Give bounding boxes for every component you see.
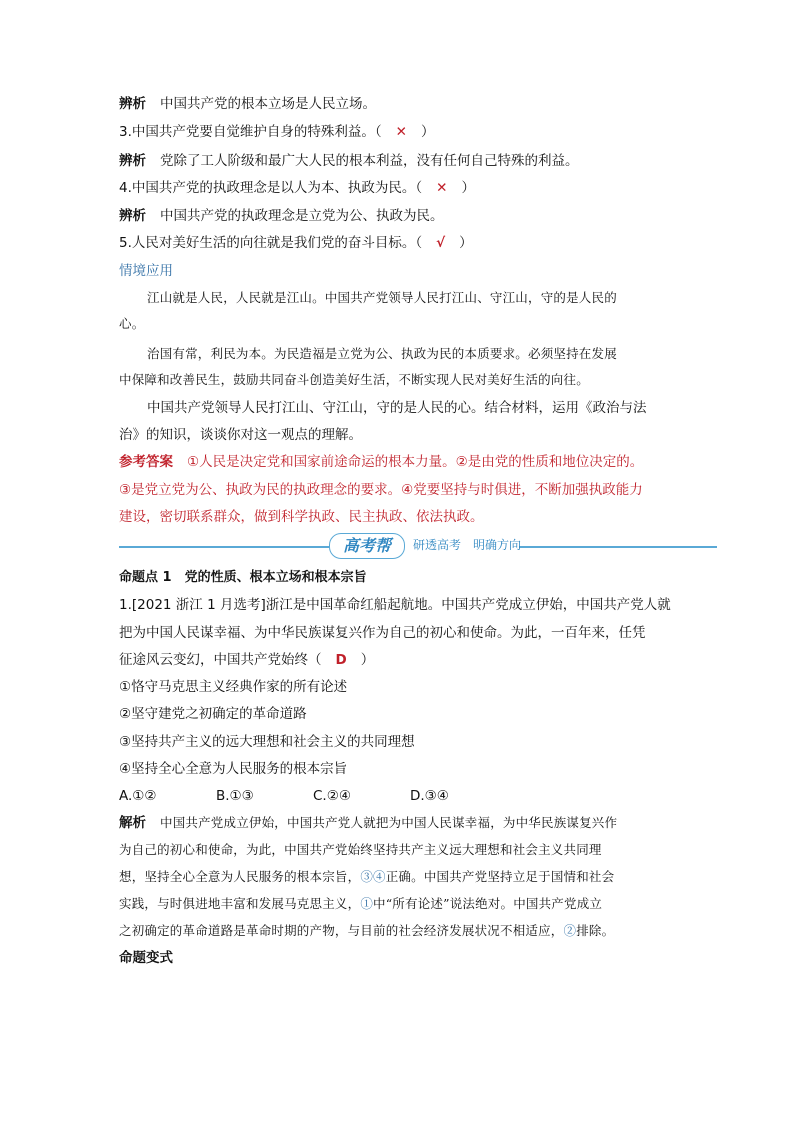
statement-3: ③坚持共产主义的远大理想和社会主义的共同理想	[119, 734, 415, 750]
paren-close: ）	[360, 652, 375, 668]
analysis-line-1	[119, 94, 376, 114]
banner-subtitle: 研透高考 明确方向	[413, 538, 522, 552]
explanation-line: 为自己的初心和使命，为此，中国共产党始终坚持共产主义远大理想和社会主义共同理	[119, 842, 602, 857]
judgment-item-3	[119, 122, 434, 142]
judgment-text: 3.中国共产党要自觉维护自身的特殊利益。（	[119, 124, 382, 140]
judgment-item-5	[119, 233, 473, 253]
answer-letter: D	[335, 652, 347, 668]
reference-answer-line	[119, 452, 643, 472]
analysis-label: 辨析	[119, 96, 146, 112]
explanation-highlight: ①	[360, 896, 374, 911]
analysis-label: 辨析	[119, 208, 146, 224]
options-row	[119, 786, 449, 806]
material-line: 心。	[119, 316, 145, 331]
explanation-highlight: ②	[563, 923, 577, 938]
exam-question-line	[119, 650, 374, 670]
paren-close: ）	[459, 235, 473, 251]
analysis-line-3	[119, 206, 444, 226]
analysis-text: 中国共产党的根本立场是人民立场。	[160, 96, 376, 112]
banner-line-right	[519, 546, 717, 548]
banner-tag: 高考帮	[329, 533, 405, 559]
option-d: D.③④	[410, 788, 449, 804]
reference-answer-line: 建设，密切联系群众，做到科学执政、民主执政、依法执政。	[119, 509, 484, 525]
paren-close: ）	[461, 180, 475, 196]
cross-mark-icon: ✕	[395, 124, 407, 140]
statement-4: ④坚持全心全意为人民服务的根本宗旨	[119, 761, 348, 777]
question-line: 中国共产党领导人民打江山、守江山，守的是人民的心。结合材料，运用《政治与法	[147, 400, 647, 416]
question-text: 征途风云变幻，中国共产党始终（	[119, 652, 322, 668]
variant-heading: 命题变式	[119, 950, 173, 966]
section-title-text: 情境应用	[119, 263, 173, 279]
explanation-line	[119, 921, 614, 941]
material-line: 中保障和改善民生，鼓励共同奋斗创造美好生活，不断实现人民对美好生活的向往。	[119, 372, 589, 387]
explanation-text: 中国共产党成立伊始，中国共产党人就把为中国人民谋幸福，为中华民族谋复兴作	[160, 815, 618, 830]
explanation-text: 中“所有论述”说法绝对。中国共产党成立	[373, 896, 603, 911]
judgment-text: 4.中国共产党的执政理念是以人为本、执政为民。（	[119, 180, 423, 196]
explanation-text: 正确。中国共产党坚持立足于国情和社会	[385, 869, 615, 884]
option-c: C.②④	[313, 788, 351, 804]
analysis-line-2	[119, 151, 579, 171]
cross-mark-icon: ✕	[436, 180, 448, 196]
statement-2: ②坚守建党之初确定的革命道路	[119, 706, 307, 722]
judgment-text: 5.人民对美好生活的向往就是我们党的奋斗目标。（	[119, 235, 423, 251]
judgment-item-4	[119, 178, 475, 198]
option-a: A.①②	[119, 788, 157, 804]
section-banner	[119, 530, 719, 560]
reference-answer-label: 参考答案	[119, 454, 173, 470]
exam-question-line: 把为中国人民谋幸福、为中华民族谋复兴作为自己的初心和使命。为此，一百年来，任凭	[119, 625, 646, 641]
explanation-text: 实践，与时俱进地丰富和发展马克思主义，	[119, 896, 361, 911]
analysis-text: 中国共产党的执政理念是立党为公、执政为民。	[160, 208, 444, 224]
analysis-text: 党除了工人阶级和最广大人民的根本利益，没有任何自己特殊的利益。	[160, 153, 579, 169]
explanation-text: 之初确定的革命道路是革命时期的产物，与目前的社会经济发展状况不相适应，	[119, 923, 564, 938]
explanation-text: 排除。	[576, 923, 615, 938]
question-line: 治》的知识，谈谈你对这一观点的理解。	[119, 427, 362, 443]
explanation-line	[119, 867, 614, 887]
material-line: 治国有常，利民为本。为民造福是立党为公、执政为民的本质要求。必须坚持在发展	[147, 346, 617, 361]
option-b: B.①③	[216, 788, 254, 804]
banner-line-left	[119, 546, 329, 548]
explanation-line	[119, 813, 617, 833]
statement-1: ①恪守马克思主义经典作家的所有论述	[119, 679, 348, 695]
paren-close: ）	[420, 124, 435, 140]
material-line: 江山就是人民，人民就是江山。中国共产党领导人民打江山、守江山，守的是人民的	[147, 290, 617, 305]
check-mark-icon: √	[436, 235, 446, 251]
explanation-label: 解析	[119, 815, 146, 831]
reference-answer-line: ③是党立党为公、执政为民的执政理念的要求。④党要坚持与时俱进，不断加强执政能力	[119, 482, 643, 498]
section-title-scenario	[119, 261, 173, 281]
explanation-line	[119, 894, 602, 914]
exam-question-line: 1.[2021 浙江 1 月选考]浙江是中国革命红船起航地。中国共产党成立伊始，中国共产党人就	[119, 597, 671, 613]
reference-answer-text: ①人民是决定党和国家前途命运的根本力量。②是由党的性质和地位决定的。	[187, 454, 644, 470]
explanation-highlight: ③④	[360, 869, 386, 884]
topic-heading: 命题点 1 党的性质、根本立场和根本宗旨	[119, 570, 367, 585]
analysis-label: 辨析	[119, 153, 146, 169]
explanation-text: 想，坚持全心全意为人民服务的根本宗旨，	[119, 869, 361, 884]
